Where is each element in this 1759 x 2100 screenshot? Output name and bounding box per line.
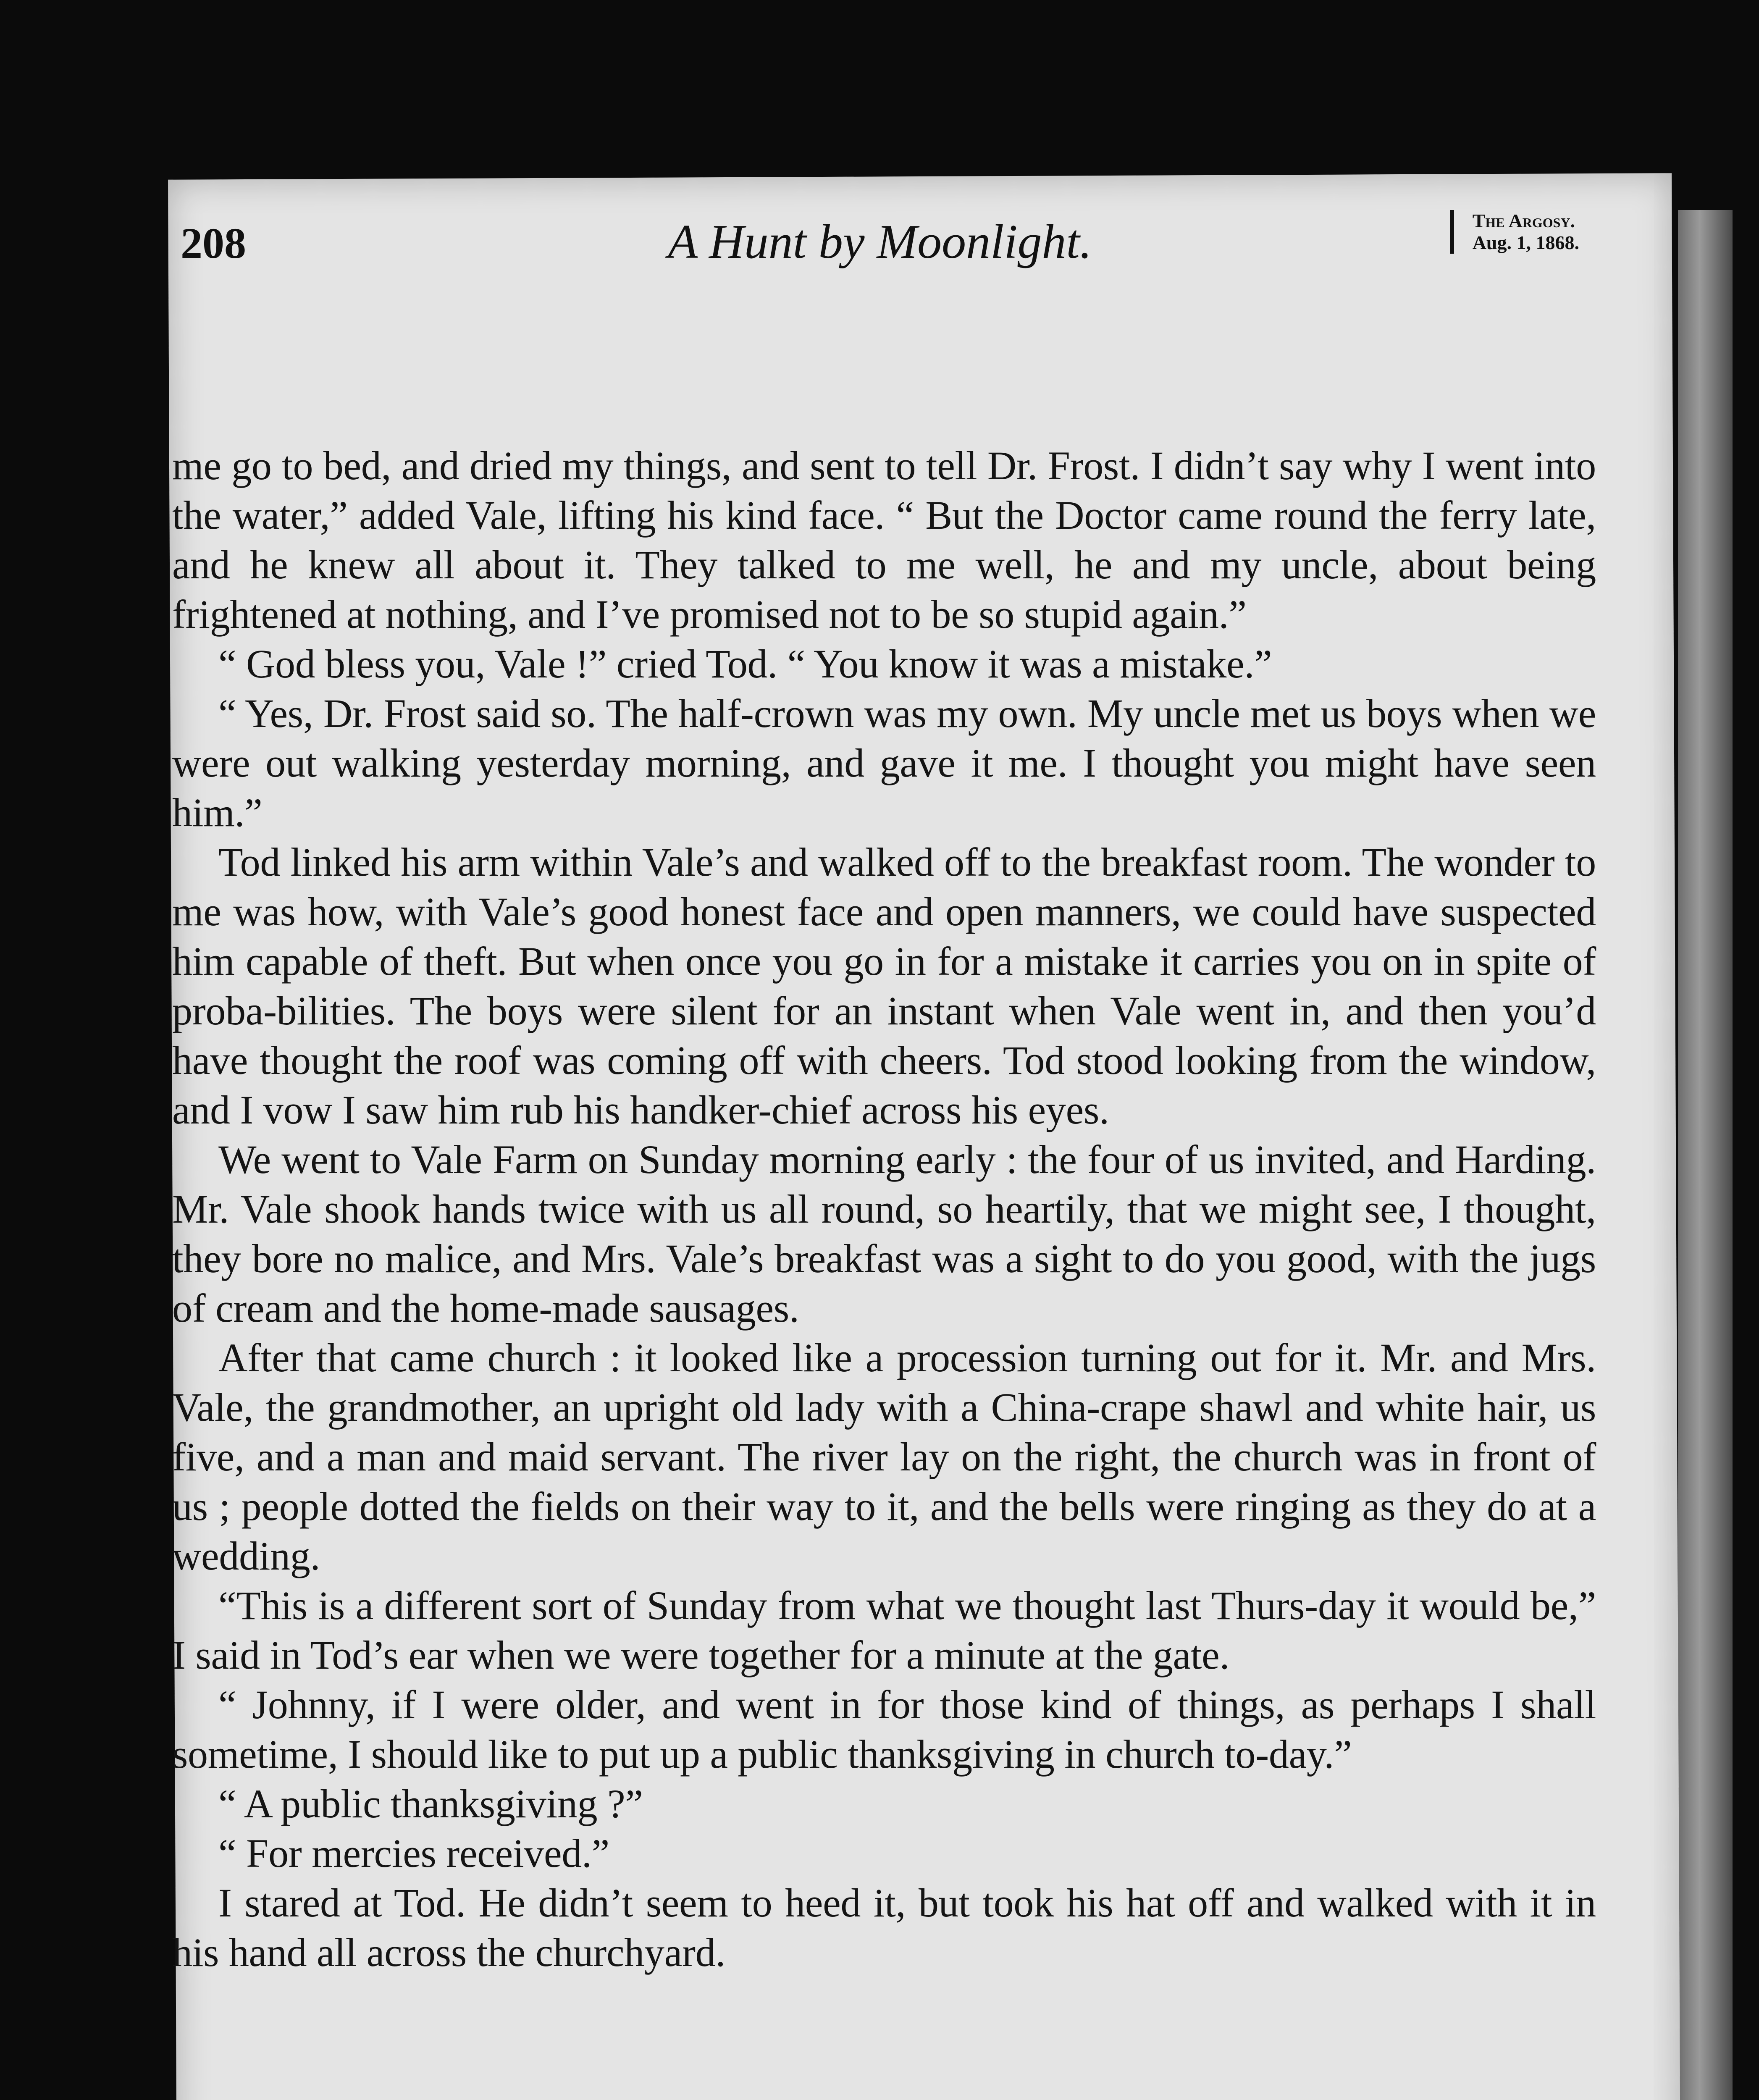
running-title: A Hunt by Moonlight. — [668, 215, 1092, 269]
body-text — [172, 441, 1596, 1977]
source-date: Aug. 1, 1868. — [1472, 232, 1579, 253]
paragraph: I stared at Tod. He didn’t seem to heed it, but took his hat off and walked with it in his hand all across the churchyard. — [172, 1880, 1596, 1975]
paragraph: Tod linked his arm within Vale’s and walked off to the breakfast room. The wonder to me was how, with Vale’s good honest face and open manners, we could have suspected him capable of theft. But when once you go in for a mistake it carries you on in spite of proba-bilities. The boys were silent for an instant when Vale went in, and then you’d have thought the roof was coming off with cheers. Tod stood looking from the window, and I vow I saw him rub his handker-chief across his eyes. — [172, 840, 1596, 1132]
paragraph: me go to bed, and dried my things, and sent to tell Dr. Frost. I didn’t say why I went into the water,” added Vale, lifting his kind face. “ But the Doctor came round the ferry late, and he knew all about it. They talked to me well, he and my uncle, about being frightened at nothing, and I’ve promised not to be so stupid again.” — [172, 443, 1596, 637]
paragraph: We went to Vale Farm on Sunday morning early : the four of us invited, and Harding. Mr. Vale shook hands twice with us all round, so heartily, that we might see, I thought, they bore no malice, and Mrs. Vale’s breakfast was a sight to do you good, with the jugs of cream and the home-made sausages. — [172, 1137, 1596, 1331]
source-citation — [1450, 210, 1579, 254]
page-number: 208 — [181, 219, 246, 268]
paragraph: “ God bless you, Vale !” cried Tod. “ You know it was a mistake.” — [218, 641, 1272, 686]
paragraph: “ Yes, Dr. Frost said so. The half-crown was my own. My uncle met us boys when we were out walking yesterday morning, and gave it me. I thought you might have seen him.” — [172, 691, 1596, 835]
paragraph: “ Johnny, if I were older, and went in for those kind of things, as perhaps I shall sometime, I should like to put up a public thanksgiving in church to-day.” — [172, 1682, 1596, 1777]
running-head — [181, 193, 1579, 277]
source-name: The Argosy. — [1472, 210, 1575, 231]
paragraph: “ For mercies received.” — [218, 1831, 609, 1876]
paragraph: “This is a different sort of Sunday from what we thought last Thurs-day it would be,” I said in Tod’s ear when we were together for a minute at the gate. — [172, 1583, 1596, 1677]
paragraph: “ A public thanksgiving ?” — [218, 1781, 643, 1826]
adjacent-page-edge — [1678, 210, 1733, 2100]
paragraph: After that came church : it looked like a procession turning out for it. Mr. and Mrs. Vale, the grandmother, an upright old lady with a China-crape shawl and white hair, us five, and a man and maid servant. The river lay on the right, the church was in front of us ; people dotted the fields on their way to it, and the bells were ringing as they do at a wedding. — [172, 1335, 1596, 1578]
